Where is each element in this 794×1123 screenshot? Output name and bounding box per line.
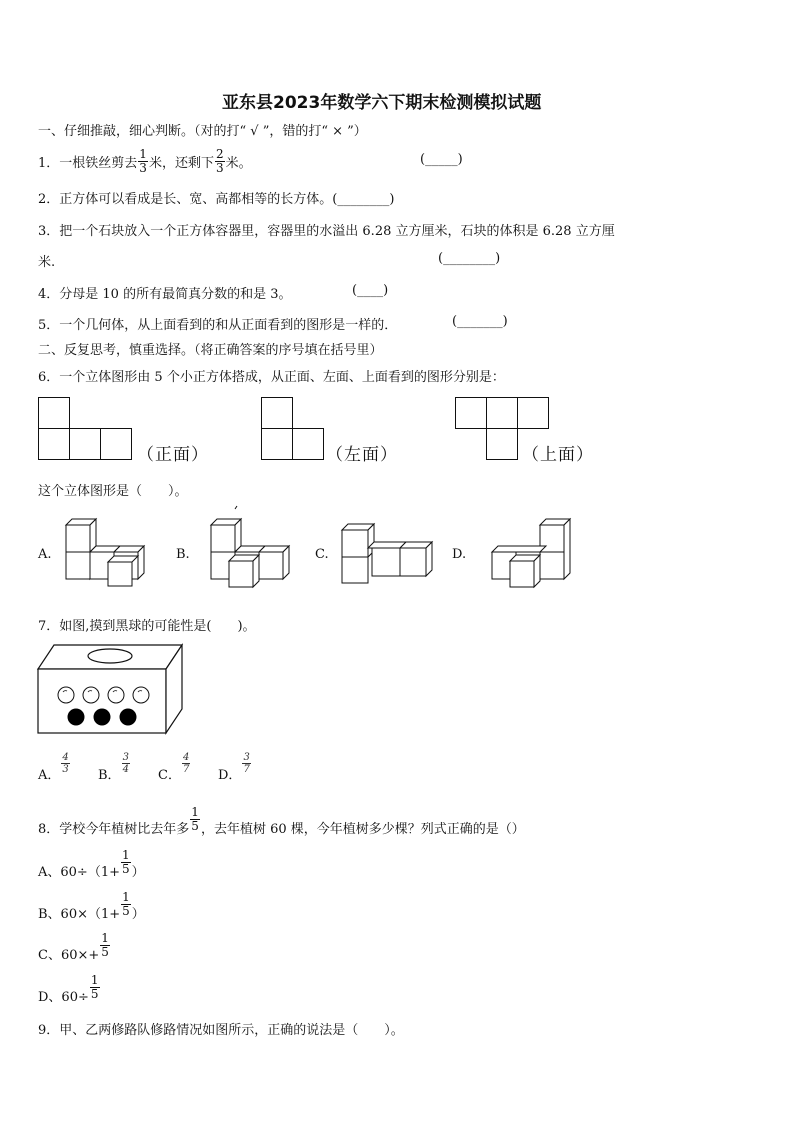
q8-text-b: ，去年植树 60 棵，今年植树多少棵？列式正确的是（）: [200, 822, 525, 837]
q3-answer-blank[interactable]: (________): [438, 251, 501, 266]
q8-option-b-fraction: [121, 891, 131, 918]
q6-option-a-label[interactable]: A.: [38, 547, 52, 562]
q7-d-den: 7: [243, 764, 250, 775]
q4-text: 分母是 10 的所有最简真分数的和是 3。: [59, 287, 292, 302]
q8-option-c-fraction: [100, 932, 110, 959]
q7-option-d-fraction: [242, 752, 250, 775]
q7-option-c-fraction: [182, 752, 190, 775]
q7-option-b[interactable]: [98, 752, 158, 783]
q1-text-b: 米，还剩下: [148, 156, 214, 171]
top-view-cell: [455, 397, 487, 429]
q7-text: 如图,摸到黑球的可能性是( )。: [59, 619, 256, 634]
q8-a-num: 1: [122, 848, 130, 862]
q1-text-c: 米。: [225, 156, 252, 171]
left-view-cell: [292, 428, 324, 460]
ball-box-figure: [36, 643, 186, 735]
q7-option-b-fraction: [122, 752, 130, 775]
front-view-cell: [69, 428, 101, 460]
q8-d-den: 5: [90, 987, 99, 1001]
q3-line2: 米.: [38, 255, 56, 270]
q8-option-a-pre: A、60÷（1+: [38, 865, 120, 880]
q1-frac1-den: 3: [139, 161, 147, 175]
q8-option-c-pre: C、60×+: [38, 948, 100, 963]
section2-heading: 二、反复思考，慎重选择。（将正确答案的序号填在括号里）: [38, 343, 383, 358]
question-4: [38, 283, 292, 302]
q8-text-a: 学校今年植树比去年多: [59, 822, 190, 837]
q8-frac-num: 1: [191, 805, 199, 819]
q7-option-b-label: B．: [98, 768, 121, 783]
left-view-cell: [261, 428, 293, 460]
q5-number: 5．: [38, 318, 60, 333]
q1-fraction-2: [215, 148, 225, 175]
black-ball-icon: [94, 709, 111, 726]
q8-a-den: 5: [122, 862, 130, 876]
question-2: [38, 188, 394, 207]
q6-option-c-label[interactable]: C.: [315, 547, 329, 562]
q8-fraction: [190, 806, 200, 833]
question-3: [38, 220, 615, 239]
q7-option-a[interactable]: [38, 752, 98, 783]
q2-number: 2．: [38, 192, 60, 207]
q2-text: 正方体可以看成是长、宽、高都相等的长方体。(________): [59, 192, 395, 207]
q7-c-num: 4: [182, 752, 190, 763]
q1-frac2-den: 3: [215, 161, 224, 175]
q7-number: 7．: [38, 619, 60, 634]
question-1: [38, 148, 252, 175]
top-view-cell: [486, 397, 518, 429]
q6-prompt: 这个立体图形是（ ）。: [38, 484, 188, 499]
q7-option-c[interactable]: [158, 752, 218, 783]
box-opening: [88, 649, 132, 663]
question-5: [38, 314, 397, 333]
front-view-cell: [38, 397, 70, 429]
left-view-label: （左面）: [326, 445, 398, 465]
q8-option-b-pre: B、60×（1+: [38, 907, 121, 922]
q6-option-b-label[interactable]: B.: [176, 547, 190, 562]
q3-line1: 把一个石块放入一个正方体容器里，容器里的水溢出 6.28 立方厘米，石块的体积是 6.28 立方厘: [59, 224, 615, 239]
q8-option-a-post: ）: [131, 865, 145, 880]
q8-option-c[interactable]: [38, 932, 111, 963]
q8-option-b-post: ）: [131, 907, 145, 922]
q7-b-den: 4: [122, 764, 129, 775]
q7-a-den: 3: [62, 764, 69, 775]
q8-option-d[interactable]: [38, 974, 101, 1005]
q6-option-b-figure[interactable]: [205, 505, 300, 590]
page-title: 亚东县2023年数学六下期末检测模拟试题: [222, 93, 542, 113]
q7-c-den: 7: [182, 764, 190, 775]
question-9: [38, 1019, 404, 1038]
q4-number: 4．: [38, 287, 60, 302]
q6-option-c-figure[interactable]: [338, 518, 438, 586]
section1-heading: 一、仔细推敲，细心判断。（对的打“ √ ”，错的打“ × ”）: [38, 124, 367, 139]
q8-option-d-pre: D、60÷: [38, 990, 89, 1005]
question-6: [38, 366, 505, 385]
q7-a-num: 4: [62, 752, 69, 763]
question-7: [38, 615, 256, 634]
left-view-cell: [261, 397, 293, 429]
q8-option-a[interactable]: [38, 849, 145, 880]
q6-option-a-figure[interactable]: [60, 515, 155, 587]
top-view-cell: [517, 397, 549, 429]
q6-option-d-label[interactable]: D.: [452, 547, 467, 562]
q9-number: 9．: [38, 1023, 60, 1038]
q1-frac1-num: 1: [139, 147, 147, 161]
white-ball-icon: [108, 687, 124, 703]
black-ball-icon: [120, 709, 137, 726]
white-ball-icon: [83, 687, 99, 703]
front-view-label: （正面）: [137, 445, 209, 465]
q8-frac-den: 5: [191, 819, 199, 833]
q1-number: 1．: [38, 156, 60, 171]
q9-text: 甲、乙两修路队修路情况如图所示，正确的说法是（ ）。: [59, 1023, 404, 1038]
white-ball-icon: [133, 687, 149, 703]
q8-c-num: 1: [101, 931, 109, 945]
front-view-cell: [100, 428, 132, 460]
top-view-label: （上面）: [522, 445, 594, 465]
q8-b-den: 5: [122, 904, 130, 918]
q7-option-a-label: A．: [38, 768, 61, 783]
top-view-cell: [486, 428, 518, 460]
q6-text: 一个立体图形由 5 个小正方体搭成，从正面、左面、上面看到的图形分别是：: [59, 370, 505, 385]
q5-answer-blank[interactable]: (_______): [452, 314, 508, 329]
q7-option-a-fraction: [61, 752, 69, 775]
q4-answer-blank[interactable]: (____): [352, 283, 389, 298]
q8-option-d-fraction: [90, 974, 100, 1001]
black-ball-icon: [68, 709, 85, 726]
q7-d-num: 3: [243, 752, 250, 763]
q7-options: [38, 752, 278, 783]
q5-text: 一个几何体，从上面看到的和从正面看到的图形是一样的．: [59, 318, 398, 333]
q8-option-b[interactable]: [38, 891, 145, 922]
q8-number: 8．: [38, 822, 60, 837]
q8-d-num: 1: [90, 973, 99, 987]
q8-b-num: 1: [122, 890, 130, 904]
q6-option-d-figure[interactable]: [486, 515, 581, 590]
q1-answer-blank[interactable]: (_____): [420, 152, 463, 167]
front-view-cell: [38, 428, 70, 460]
question-8: [38, 806, 525, 837]
q7-option-d[interactable]: [218, 752, 278, 783]
q7-option-c-label: C．: [158, 768, 181, 783]
q8-c-den: 5: [101, 945, 109, 959]
q7-option-d-label: D．: [218, 768, 242, 783]
q6-number: 6．: [38, 370, 60, 385]
white-ball-icon: [58, 687, 74, 703]
q1-fraction-1: [138, 148, 148, 175]
q8-option-a-fraction: [121, 849, 131, 876]
q3-number: 3．: [38, 224, 60, 239]
q1-text-a: 一根铁丝剪去: [59, 156, 138, 171]
q7-b-num: 3: [122, 752, 129, 763]
q1-frac2-num: 2: [215, 147, 224, 161]
